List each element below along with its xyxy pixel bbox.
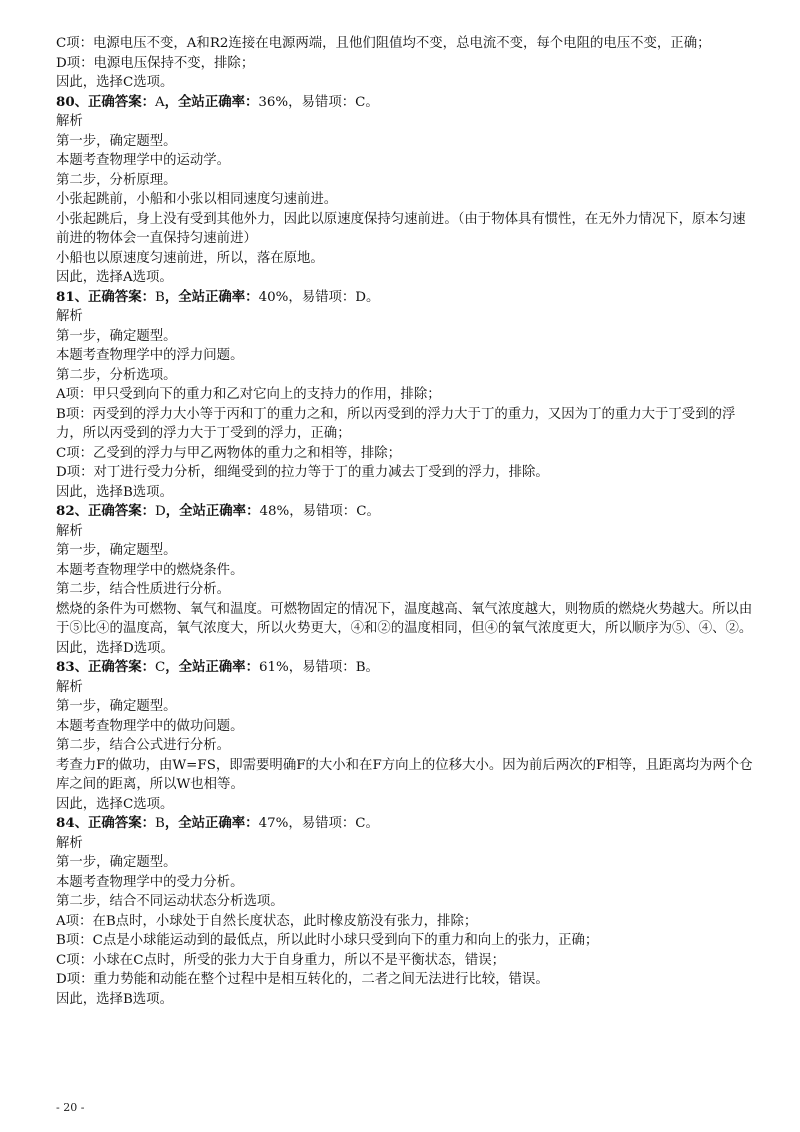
text-line: 本题考查物理学中的燃烧条件。 [56, 562, 244, 578]
accuracy-rate: 36% [258, 94, 289, 110]
text-line: B项：C点是小球能运动到的最低点，所以此时小球只受到向下的重力和向上的张力，正确； [56, 933, 599, 948]
error-prone-option: C [355, 94, 366, 110]
text-line: 因此，选择A选项。 [56, 270, 173, 285]
text-line: 本题考查物理学中的受力分析。 [56, 874, 244, 890]
text-line: D项：电源电压保持不变，排除； [56, 55, 255, 71]
text-line: 第二步，结合公式进行分析。 [56, 738, 231, 753]
error-prone-label: ，易错项： [288, 289, 356, 305]
text-line: 本题考查物理学中的做功问题。 [56, 718, 244, 734]
error-prone-option: C [355, 816, 366, 831]
page-number: - 20 - [56, 1101, 85, 1114]
correct-answer: B [154, 289, 165, 305]
text-line: B项：丙受到的浮力大小等于丙和丁的重力之和，所以丙受到的浮力大于丁的重力，又因为丁的重力大于丁受到的浮力，所以丙受到的浮力大于丁受到的浮力，正确； [56, 406, 736, 441]
correct-answer: C [154, 660, 166, 675]
answer-label: 81、正确答案： [56, 288, 155, 305]
answer-heading [56, 658, 756, 678]
text-line: 第一步，确定题型。 [56, 133, 177, 149]
error-prone-option: D [355, 289, 367, 305]
error-prone-label: ，易错项： [289, 504, 357, 519]
answer-heading [56, 814, 756, 834]
correct-answer: D [154, 504, 166, 519]
text-line: 因此，选择B选项。 [56, 484, 173, 500]
text-line: 第二步，结合性质进行分析。 [56, 582, 231, 597]
accuracy-label: ，全站正确率： [164, 288, 259, 305]
text-line: 第一步，确定题型。 [56, 855, 177, 870]
accuracy-label: ，全站正确率： [165, 659, 259, 675]
heading-period: 。 [366, 504, 380, 519]
error-prone-option: B [355, 660, 366, 675]
text-line: C项：乙受到的浮力与甲乙两物体的重力之和相等，排除； [56, 445, 402, 461]
text-line: 第一步，确定题型。 [56, 328, 177, 344]
text-line: 解析 [56, 679, 83, 695]
error-prone-label: ，易错项： [288, 94, 356, 110]
text-line: 本题考查物理学中的浮力问题。 [56, 348, 244, 363]
text-line: 小张起跳后，身上没有受到其他外力，因此以原速度保持匀速前进。（由于物体具有惯性，在无外力情况下，原本匀速前进的物体会一直保持匀速前进） [56, 211, 746, 246]
text-line: A项：在B点时，小球处于自然长度状态，此时橡皮筋没有张力，排除； [56, 913, 478, 929]
text-line: 第二步，分析原理。 [56, 172, 177, 188]
accuracy-rate: 47% [258, 816, 289, 831]
text-line: 小张起跳前，小船和小张以相同速度匀速前进。 [56, 192, 338, 207]
correct-answer: B [154, 816, 165, 831]
accuracy-label: ，全站正确率： [165, 503, 260, 519]
answer-heading [56, 502, 756, 522]
accuracy-rate: 61% [258, 660, 289, 675]
text-line: A项：甲只受到向下的重力和乙对它向上的支持力的作用，排除； [56, 387, 441, 402]
text-line: 因此，选择C选项。 [56, 796, 174, 812]
error-prone-label: ，易错项： [288, 660, 356, 675]
text-line: 第二步，结合不同运动状态分析选项。 [56, 894, 284, 909]
heading-period: 。 [365, 660, 379, 675]
text-line: 燃烧的条件为可燃物、氧气和温度。可燃物固定的情况下，温度越高、氧气浓度越大，则物质的燃烧火势越大。所以由于⑤比④的温度高，氧气浓度大，所以火势更大，④和②的温度相同，但④的氧气浓度更大，所以顺序为⑤、④、②。 [56, 601, 753, 636]
text-line: 解析 [56, 523, 83, 539]
correct-answer: A [154, 94, 165, 110]
error-prone-label: ，易错项： [288, 816, 356, 831]
text-line: 第二步，分析选项。 [56, 367, 177, 383]
heading-period: 。 [366, 289, 380, 305]
text-line: 因此，选择B选项。 [56, 991, 173, 1007]
heading-period: 。 [365, 816, 379, 831]
text-line: 解析 [56, 835, 83, 851]
accuracy-label: ，全站正确率： [164, 815, 259, 831]
answer-label: 82、正确答案： [56, 503, 155, 519]
answer-label: 83、正确答案： [56, 659, 155, 675]
text-line: 因此，选择D选项。 [56, 640, 174, 656]
text-line: D项：重力势能和动能在整个过程中是相互转化的，二者之间无法进行比较，错误。 [56, 972, 549, 987]
text-line: C项：小球在C点时，所受的张力大于自身重力，所以不是平衡状态，错误； [56, 952, 505, 968]
text-line: C项：电源电压不变，A和R2连接在电源两端，且他们阻值均不变，总电流不变，每个电阻的电压不变，正确； [56, 36, 711, 51]
document-body [56, 34, 756, 1009]
accuracy-rate: 40% [258, 289, 289, 305]
text-line: D项：对丁进行受力分析，细绳受到的拉力等于丁的重力减去丁受到的浮力，排除。 [56, 465, 549, 480]
accuracy-rate: 48% [259, 504, 290, 519]
answer-label: 80、正确答案： [56, 93, 155, 110]
text-line: 解析 [56, 114, 83, 129]
text-line: 小船也以原速度匀速前进，所以，落在原地。 [56, 250, 324, 266]
heading-period: 。 [365, 94, 379, 110]
answer-label: 84、正确答案： [56, 815, 155, 831]
text-line: 本题考查物理学中的运动学。 [56, 153, 231, 168]
accuracy-label: ，全站正确率： [164, 93, 259, 110]
error-prone-option: C [356, 504, 367, 519]
text-line: 因此，选择C选项。 [56, 75, 174, 90]
text-line: 解析 [56, 309, 83, 324]
answer-heading [56, 288, 756, 308]
text-line: 考查力F的做功，由W=FS，即需要明确F的大小和在F方向上的位移大小。因为前后两次的F相等，且距离均为两个仓库之间的距离，所以W也相等。 [56, 757, 753, 792]
text-line: 第一步，确定题型。 [56, 699, 177, 714]
answer-heading [56, 93, 756, 113]
text-line: 第一步，确定题型。 [56, 543, 177, 558]
